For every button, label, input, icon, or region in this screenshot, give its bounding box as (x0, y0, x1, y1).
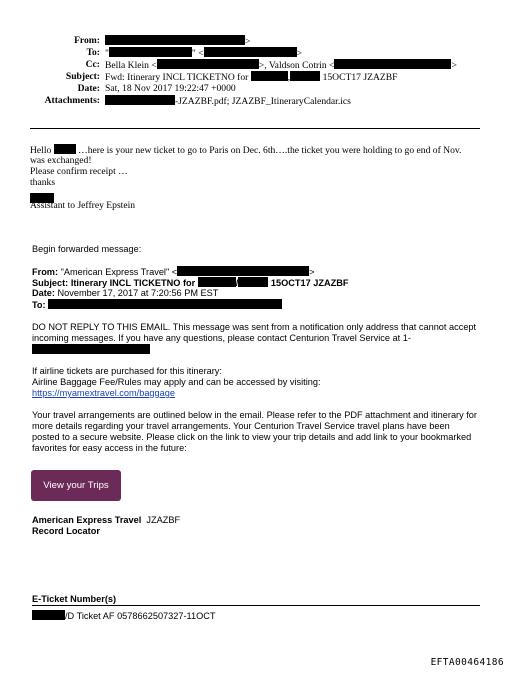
eticket-divider (32, 605, 480, 606)
header-divider (30, 128, 480, 129)
baggage-line-2: Airline Baggage Fee/Rules may apply and can be accessed by visiting: (32, 377, 321, 387)
record-locator-label: Record Locator (32, 526, 100, 536)
record-company-line: American Express Travel JZAZBF (32, 515, 181, 525)
redaction (204, 47, 297, 57)
message-line-4: thanks (30, 177, 56, 188)
attachments-label: Attachments: (44, 95, 100, 106)
baggage-line-1: If airline tickets are purchased for this itinerary: (32, 366, 222, 376)
redaction (198, 277, 236, 287)
message-line-3: Please confirm receipt … (30, 166, 128, 177)
subject-value: Fwd: Itinerary INCL TICKETNO for , 15OCT17 JZAZBF (105, 72, 398, 83)
forwarded-to: To: (32, 299, 282, 311)
redaction (32, 610, 65, 620)
date-label: Date: (77, 83, 100, 94)
date-value: Sat, 18 Nov 2017 19:22:47 +0000 (105, 83, 236, 94)
redaction (109, 47, 192, 57)
to-value: " " < > (105, 48, 303, 59)
notice-paragraph: DO NOT REPLY TO THIS EMAIL. This message was sent from a notification only address that cannot accept incoming messages. If you have any questions, please contact Centurion Travel Service at 1- (32, 322, 477, 356)
message-line-1: Hello …here is your new ticket to go to Paris on Dec. 6th….the ticket you were holding to go end of Nov. (30, 145, 462, 156)
arrangements-paragraph: Your travel arrangements are outlined below in the email. Please refer to the PDF attachment and itinerary for more details regarding your travel arrangements. Your Centurion Travel Service travel plans have been posted to a secure website. Please click on the link to view your trip details and add link to your bookmarked favorites for easy access in the future: (32, 410, 477, 453)
redaction (54, 144, 76, 154)
forwarded-from: From: "American Express Travel" < > (32, 267, 315, 277)
eticket-line: /D Ticket AF 0578662507327-11OCT (32, 610, 216, 622)
redaction (105, 95, 175, 105)
redaction (105, 35, 245, 45)
baggage-link[interactable]: https://myamextravel.com/baggage (32, 388, 175, 398)
message-line-2: was exchanged! (30, 155, 92, 166)
cc-value: Bella Klein < >, Valdson Cotrin < > (105, 60, 457, 71)
redaction (290, 71, 320, 81)
redaction (238, 277, 268, 287)
forwarded-intro: Begin forwarded message: (32, 244, 142, 254)
redaction (177, 266, 309, 276)
forwarded-date: Date: November 17, 2017 at 7:20:56 PM EST (32, 288, 219, 298)
from-value: > (105, 35, 250, 48)
document-id: EFTA00464186 (430, 657, 504, 668)
redaction (157, 59, 259, 69)
to-label: To: (86, 47, 100, 58)
forwarded-subject: Subject: Itinerary INCL TICKETNO for / 15OCT17 JZAZBF (32, 278, 349, 288)
eticket-heading: E-Ticket Number(s) (32, 594, 117, 604)
redaction (32, 344, 150, 354)
signature: Assistant to Jeffrey Epstein (30, 200, 136, 211)
from-label: From: (74, 35, 100, 46)
cc-label: Cc: (85, 59, 100, 70)
redaction (251, 71, 288, 81)
subject-label: Subject: (65, 71, 100, 82)
view-trips-button[interactable]: View your Trips (31, 470, 121, 501)
redaction (48, 299, 282, 309)
redaction (334, 59, 451, 69)
attachments-value: -JZAZBF.pdf; JZAZBF_ItineraryCalendar.ics (105, 95, 351, 108)
